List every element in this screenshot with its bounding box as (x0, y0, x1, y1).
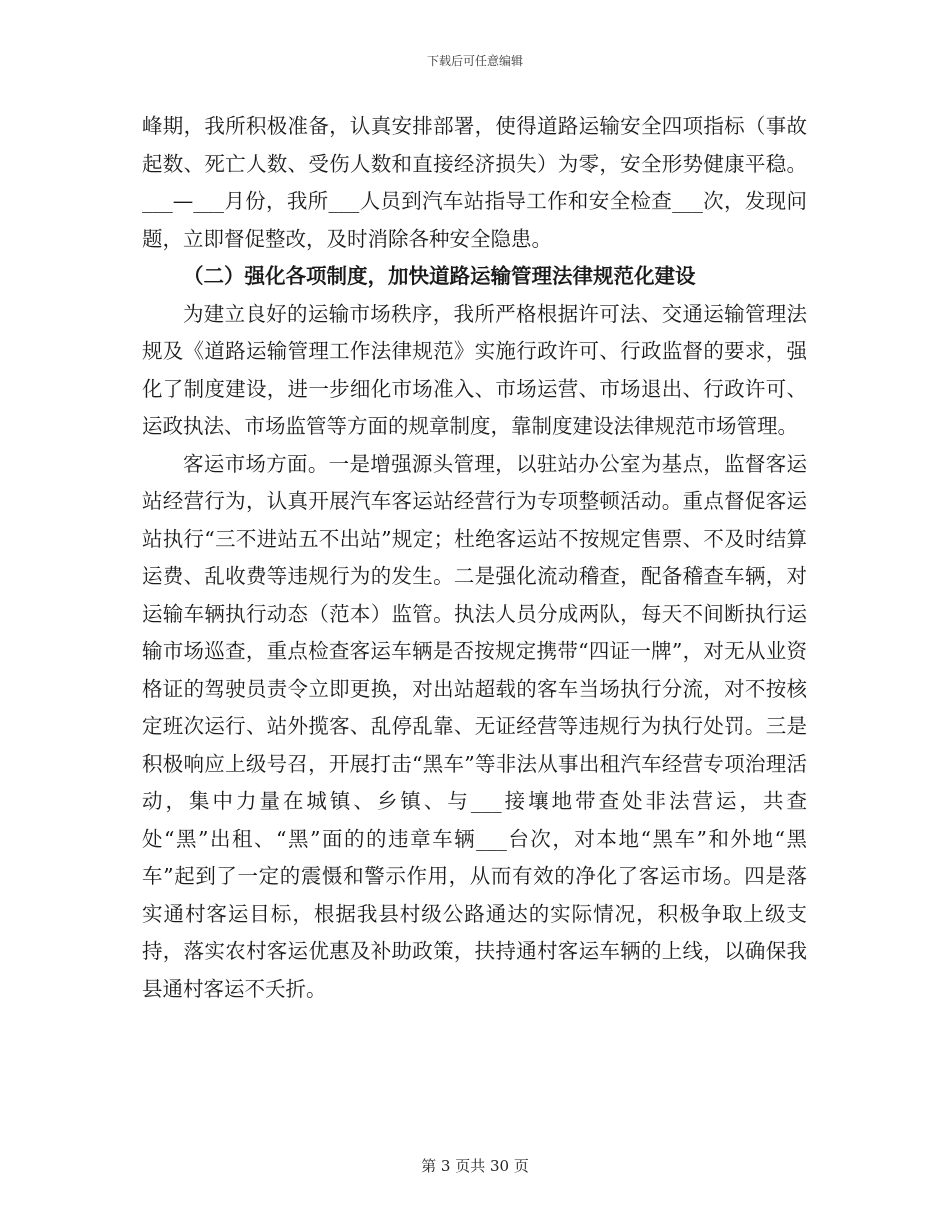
page-header: 下载后可任意编辑 (426, 54, 523, 68)
document-body (142, 108, 807, 1008)
section-heading: （二）强化各项制度，加快道路运输管理法律规范化建设 (183, 264, 696, 288)
paragraph-passenger-market: 客运市场方面。一是增强源头管理，以驻站办公室为基点，监督客运站经营行为，认真开展汽车客运站经营行为专项整顿活动。重点督促客运站执行“三不进站五不出站”规定；杜绝客运站不按规定售票、不及时结算运费、乱收费等违规行为的发生。二是强化流动稽查，配备稽查车辆，对运输车辆执行动态（范本）监管。执法人员分成两队，每天不间断执行运输市场巡查，重点检查客运车辆是否按规定携带“四证一牌”，对无从业资格证的驾驶员责令立即更换，对出站超载的客车当场执行分流，对不按核定班次运行、站外揽客、乱停乱靠、无证经营等违规行为执行处罚。三是积极响应上级号召，开展打击“黑车”等非法从事出租汽车经营专项治理活动，集中力量在城镇、乡镇、与___接壤地带查处非法营运，共查处“黑”出租、“黑”面的的违章车辆___台次，对本地“黑车”和外地“黑车”起到了一定的震慑和警示作用，从而有效的净化了客运市场。四是落实通村客运目标，根据我县村级公路通达的实际情况，积极争取上级支持，落实农村客运优惠及补助政策，扶持通村客运车辆的上线，以确保我县通村客运不夭折。 (142, 451, 807, 1001)
paragraph-regulations: 为建立良好的运输市场秩序，我所严格根据许可法、交通运输管理法规及《道路运输管理工作法律规范》实施行政许可、行政监督的要求，强化了制度建设，进一步细化市场准入、市场运营、市场退出、行政许可、运政执法、市场监管等方面的规章制度，靠制度建设法律规范市场管理。 (142, 301, 807, 438)
page-footer: 第 3 页共 30 页 (421, 1157, 529, 1175)
paragraph-continuation: 峰期，我所积极准备，认真安排部署，使得道路运输安全四项指标（事故起数、死亡人数、受伤人数和直接经济损失）为零，安全形势健康平稳。___—___月份，我所___人员到汽车站指导工作和安全检查___次，发现问题，立即督促整改，及时消除各种安全隐患。 (142, 114, 807, 251)
